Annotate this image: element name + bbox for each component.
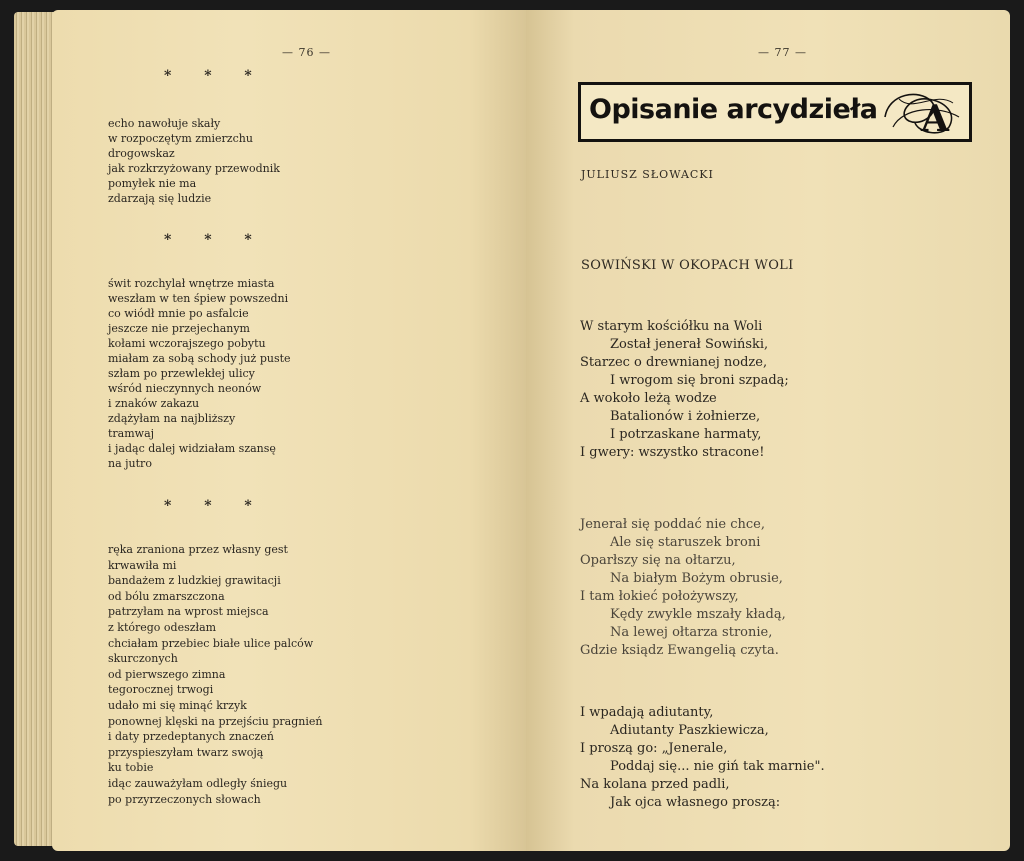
stanza-line: Na kolana przed padli, (580, 777, 730, 792)
poem-line: idąc zauważyłam odległy śniegu (108, 776, 288, 790)
poem-line: drogowskaz (108, 147, 175, 160)
poem-line: krwawiła mi (108, 558, 177, 572)
poem-line: i jadąc dalej widziałam szansę (108, 442, 276, 455)
poem-line: weszłam w ten śpiew powszedni (108, 292, 289, 305)
stanza-line: I tam łokieć położywszy, (580, 589, 739, 604)
poem-line: skurczonych (108, 652, 178, 666)
right-page (526, 10, 1010, 851)
author-name: JULIUSZ SŁOWACKI (581, 168, 714, 181)
stanza-3 (580, 704, 825, 812)
poem-line: patrzyłam na wprost miejsca (108, 605, 269, 619)
poem-line: kołami wczorajszego pobytu (108, 337, 266, 350)
poem-line: zdążyłam na najbliższy (108, 412, 236, 425)
open-book (14, 10, 1010, 851)
poem-line: ku tobie (108, 761, 154, 775)
poem-line: przyspieszyłam twarz swoją (108, 745, 264, 759)
poem-line: jeszcze nie przejechanym (108, 322, 250, 335)
stanza-line: Batalionów i żołnierze, (610, 409, 761, 424)
section-banner (578, 82, 972, 142)
poem-line: z którego odeszłam (108, 620, 217, 634)
stanza-line: Na białym Bożym obrusie, (610, 571, 783, 586)
stanza-line: Na lewej ołtarza stronie, (610, 625, 773, 640)
poem-line: od bólu zmarszczona (108, 589, 225, 603)
poem-line: i daty przedeptanych znaczeń (108, 730, 274, 744)
poem-line: po przyrzeczonych słowach (108, 792, 261, 806)
left-page (52, 10, 526, 851)
poem-2 (108, 276, 291, 471)
stanza-line: W starym kościółku na Woli (580, 319, 763, 334)
separator-stars-1: * * * (164, 68, 266, 84)
poem-line: chciałam przebiec białe ulice palców (108, 636, 314, 650)
stanza-line: Jak ojca własnego proszą: (610, 795, 781, 810)
page-number-right: — 77 — (758, 46, 807, 59)
stanza-2 (580, 516, 786, 660)
stanza-line: I potrzaskane harmaty, (610, 427, 762, 442)
poem-line: udało mi się minąć krzyk (108, 698, 247, 712)
section-title: Opisanie arcydzieła (589, 94, 878, 125)
poem-line: tegorocznej trwogi (108, 683, 214, 697)
stanza-1 (580, 318, 789, 462)
poem-line: pomyłek nie ma (108, 177, 197, 190)
stanza-line: I proszą go: „Jenerale, (580, 741, 728, 756)
separator-stars-3: * * * (164, 498, 266, 514)
poem-line: szłam po przewlekłej ulicy (108, 367, 255, 380)
stanza-line: I wpadają adiutanty, (580, 705, 714, 720)
poem-line: wśród nieczynnych neonów (108, 382, 262, 395)
stanza-line: Gdzie ksiądz Ewangelią czyta. (580, 643, 779, 658)
poem-line: co wiódł mnie po asfalcie (108, 307, 249, 320)
stanza-line: Został jenerał Sowiński, (610, 337, 769, 352)
separator-stars-2: * * * (164, 232, 266, 248)
poem-line: ręka zraniona przez własny gest (108, 543, 288, 556)
stanza-line: Poddaj się... nie giń tak marnie". (610, 759, 825, 774)
stanza-line: Ale się staruszek broni (610, 535, 761, 550)
poem-line: w rozpoczętym zmierzchu (108, 132, 253, 145)
stanza-line: Starzec o drewnianej nodze, (580, 355, 768, 370)
logo-letter: A (921, 98, 949, 137)
poem-line: jak rozkrzyżowany przewodnik (108, 162, 280, 175)
stanza-line: Jenerał się poddać nie chce, (580, 517, 766, 532)
stanza-line: I wrogom się broni szpadą; (610, 373, 789, 388)
poem-1 (108, 116, 280, 206)
stanza-line: Oparłszy się na ołtarzu, (580, 553, 736, 568)
poem-line: bandażem z ludzkiej grawitacji (108, 574, 281, 588)
poem-line: zdarzają się ludzie (108, 192, 212, 205)
poem-line: na jutro (108, 457, 152, 470)
poem-3 (108, 542, 322, 807)
poem-line: świt rozchylał wnętrze miasta (108, 277, 275, 290)
poem-line: echo nawołuje skały (108, 117, 221, 130)
stanza-line: Kędy zwykle mszały kładą, (610, 607, 786, 622)
stanza-line: A wokoło leżą wodze (580, 391, 717, 406)
stanza-line: I gwery: wszystko stracone! (580, 445, 765, 460)
poem-line: i znaków zakazu (108, 397, 200, 410)
poem-line: ponownej klęski na przejściu pragnień (108, 714, 323, 728)
stanza-line: Adiutanty Paszkiewicza, (610, 723, 769, 738)
poem-line: miałam za sobą schody już puste (108, 352, 291, 365)
poem-line: tramwaj (108, 427, 155, 440)
decorative-letter-logo-icon (879, 87, 965, 137)
page-number-left: — 76 — (282, 46, 331, 59)
poem-title: SOWIŃSKI W OKOPACH WOLI (581, 258, 794, 273)
poem-line: od pierwszego zimna (108, 667, 226, 681)
